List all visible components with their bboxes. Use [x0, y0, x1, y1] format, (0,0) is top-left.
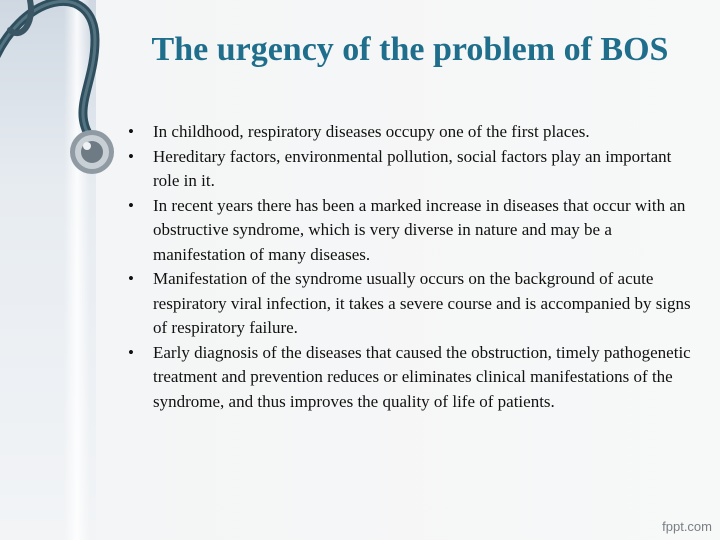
bullet-dot: • — [128, 269, 134, 288]
bullet-list — [128, 120, 694, 414]
bullet-dot: • — [128, 122, 134, 141]
bullet-item — [128, 194, 694, 268]
bullet-item — [128, 145, 694, 194]
bullet-text: In recent years there has been a marked increase in diseases that occur with an obstructive syndrome, which is very diverse in nature and may be a manifestation of many diseases. — [153, 195, 686, 264]
bullet-text: Hereditary factors, environmental pollution, social factors play an important role in it. — [153, 146, 672, 190]
bullet-text: In childhood, respiratory diseases occupy one of the first places. — [153, 122, 590, 141]
bullet-item — [128, 341, 694, 415]
bullet-dot: • — [128, 342, 134, 362]
bullet-text: Early diagnosis of the diseases that caused the obstruction, timely pathogenetic treatment and prevention reduces or eliminates clinical manifestations of the syndrome, and thus improves the quality of life of patients. — [153, 342, 691, 411]
slide-title: The urgency of the problem of BOS — [151, 31, 669, 68]
bullet-text: Manifestation of the syndrome usually occurs on the background of acute respiratory viral infection, it takes a severe course and is accompanied by signs of respiratory failure. — [153, 269, 691, 337]
watermark: fppt.com — [662, 519, 712, 534]
bullet-item — [128, 267, 694, 341]
bullet-dot: • — [128, 195, 134, 215]
bullet-dot: • — [128, 146, 134, 166]
bullet-item — [128, 120, 694, 145]
